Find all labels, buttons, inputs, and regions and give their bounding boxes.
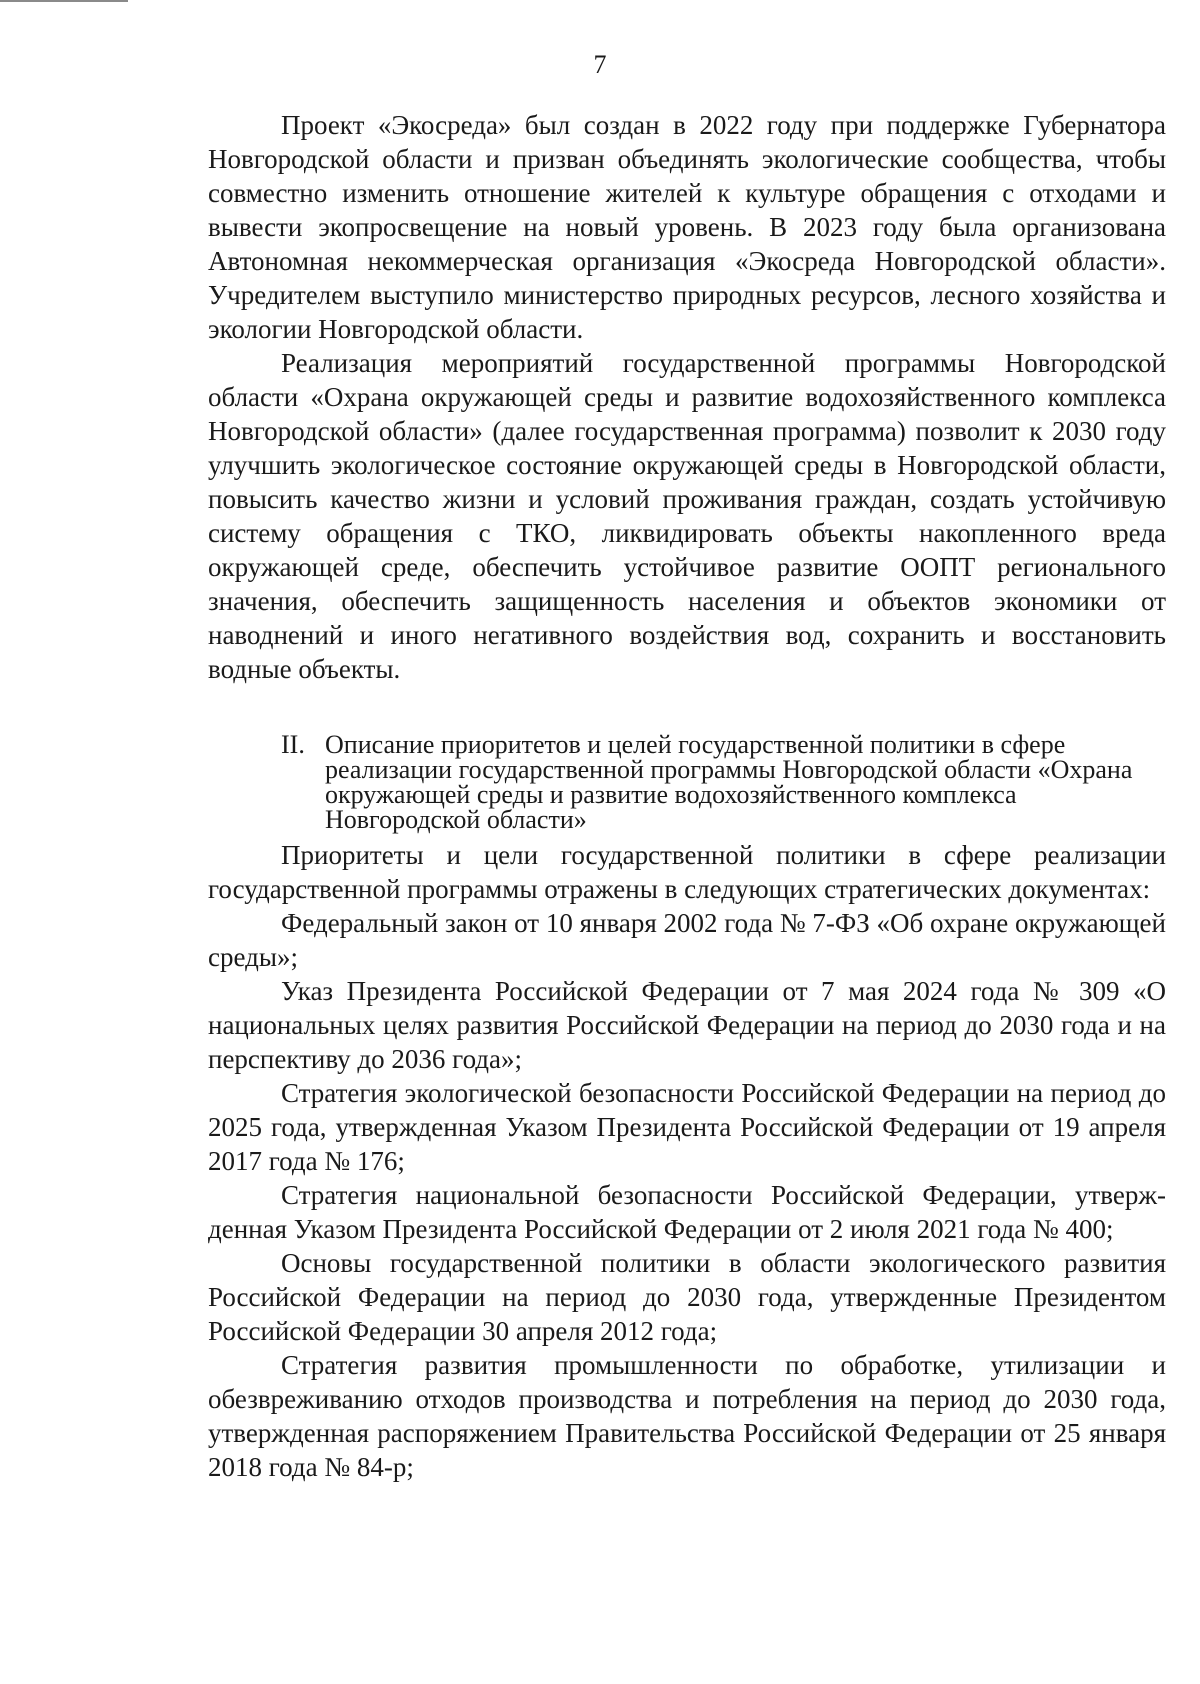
list-item-national-security-strategy: Стратегия национальной безопасности Российской Федерации, утверж-денная Указом Президента Российской Федерации от 2 июля 2021 года № 400;: [208, 1180, 1166, 1244]
list-item-ecological-security-strategy: Стратегия экологической безопасности Российской Федерации на период до 2025 года, утвержденная Указом Президента Российской Федерации от 19 апреля 2017 года № 176;: [208, 1078, 1166, 1176]
list-item-waste-industry-strategy: Стратегия развития промышленности по обработке, утилизации и обезвреживанию отходов производства и потребления на период до 2030 года, утвержденная распоряжением Правительства Российской Федерации от 25 января 2018 года № 84-р;: [208, 1350, 1166, 1482]
paragraph-program-goals: Реализация мероприятий государственной программы Новгородской области «Охрана окружающей среды и развитие водохозяйственного комплекса Новгородской области» (далее государственная программа) позволит к 2030 году улучшить экологическое состояние окружающей среды в Новгородской области, повысить качество жизни и условий проживания граждан, создать устойчивую систему обращения с ТКО, ликвидировать объекты накопленного вреда окружающей среде, обеспечить устойчивое развитие ООПТ регионального значения, обеспечить защищенность населения и объектов экономики от наводнений и иного негативного воздействия вод, сохранить и восстановить водные объекты.: [208, 348, 1166, 684]
paragraph-ecosreda: Проект «Экосреда» был создан в 2022 году при поддержке Губернатора Новгородской области и призван объединять экологические сообщества, чтобы совместно изменить отношение жителей к культуре обращения с отходами и вывести экопросвещение на новый уровень. В 2023 году была организована Автономная некоммерческая организация «Экосреда Новгородской области». Учредителем выступило министерство природных ресурсов, лесного хозяйства и экологии Новгородской области.: [208, 110, 1166, 344]
list-item-decree-309: Указ Президента Российской Федерации от 7 мая 2024 года № 309 «О национальных целях развития Российской Федерации на период до 2030 года и на перспективу до 2036 года»;: [208, 976, 1166, 1074]
section-heading: [208, 732, 1166, 832]
list-item-federal-law: Федеральный закон от 10 января 2002 года № 7-ФЗ «Об охране окружающей среды»;: [208, 908, 1166, 972]
paragraph-priorities: Приоритеты и цели государственной политики в сфере реализации государственной программы отражены в следующих стратегических документах:: [208, 840, 1166, 904]
list-item-ecological-policy-basics: Основы государственной политики в области экологического развития Российской Федерации на период до 2030 года, утвержденные Президентом Российской Федерации 30 апреля 2012 года;: [208, 1248, 1166, 1346]
section-title: Описание приоритетов и целей государственной политики в сфере реализации государственной программы Новгородской области «Охрана окружающей среды и развитие водохозяйственного комплекса Новгородской области»: [325, 730, 1133, 834]
document-body: [208, 108, 1166, 1484]
section-number: II.: [281, 730, 305, 759]
page-number: 7: [593, 50, 607, 79]
scan-edge-mark: [0, 0, 128, 2]
